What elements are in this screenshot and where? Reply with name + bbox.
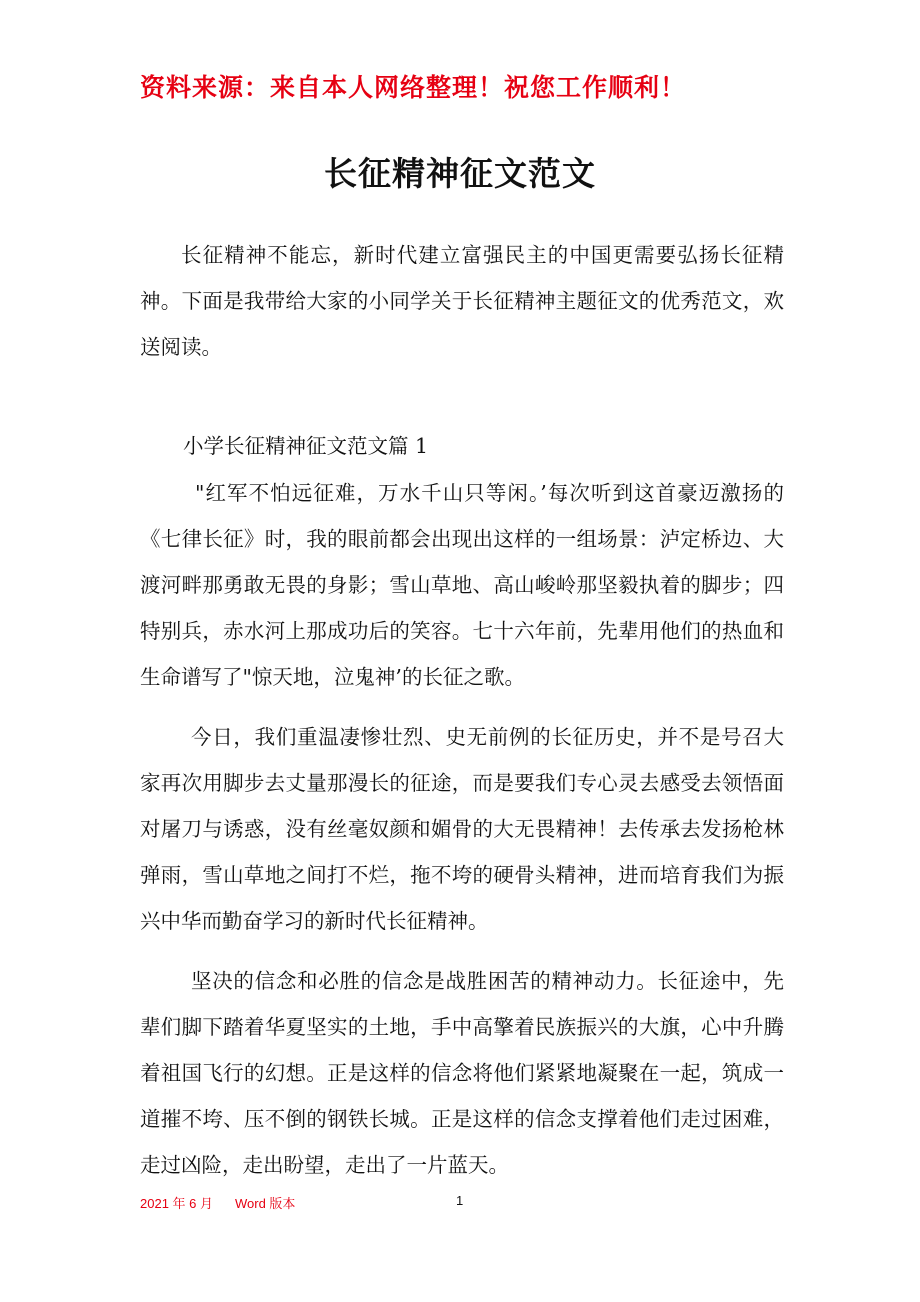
footer-version: Word 版本 bbox=[235, 1196, 296, 1211]
section-heading: 小学长征精神征文范文篇 1 bbox=[183, 434, 429, 458]
body-paragraph-1: "红军不怕远征难，万水千山只等闲。’每次听到这首豪迈激扬的《七律长征》时，我的眼前都会出现出这样的一组场景：泸定桥边、大渡河畔那勇敢无畏的身影；雪山草地、高山峻岭那坚毅执着的脚步；四特别兵，赤水河上那成功后的笑容。七十六年前，先辈用他们的热血和生命谱写了"惊天地，泣鬼神’的长征之歌。 bbox=[140, 481, 784, 689]
source-note: 资料来源：来自本人网络整理！祝您工作顺利！ bbox=[140, 73, 687, 102]
body-paragraph-3: 坚决的信念和必胜的信念是战胜困苦的精神动力。长征途中，先辈们脚下踏着华夏坚实的土地，手中高擎着民族振兴的大旗，心中升腾着祖国飞行的幻想。正是这样的信念将他们紧紧地凝聚在一起，筑成一道摧不垮、压不倒的钢铁长城。正是这样的信念支撑着他们走过困难，走过凶险，走出盼望，走出了一片蓝天。 bbox=[140, 969, 784, 1177]
page-number: 1 bbox=[456, 1193, 464, 1208]
footer-info bbox=[140, 1193, 295, 1212]
document-title: 长征精神征文范文 bbox=[324, 154, 596, 193]
body-paragraph-2: 今日，我们重温凄惨壮烈、史无前例的长征历史，并不是号召大家再次用脚步去丈量那漫长的征途，而是要我们专心灵去感受去领悟面对屠刀与诱惑，没有丝毫奴颜和媚骨的大无畏精神！去传承去发扬枪林弹雨，雪山草地之间打不烂，拖不垮的硬骨头精神，进而培育我们为振兴中华而勤奋学习的新时代长征精神。 bbox=[140, 725, 784, 933]
intro-paragraph: 长征精神不能忘，新时代建立富强民主的中国更需要弘扬长征精神。下面是我带给大家的小同学关于长征精神主题征文的优秀范文，欢送阅读。 bbox=[140, 243, 784, 359]
footer-date: 2021 年 6 月 bbox=[140, 1196, 213, 1211]
